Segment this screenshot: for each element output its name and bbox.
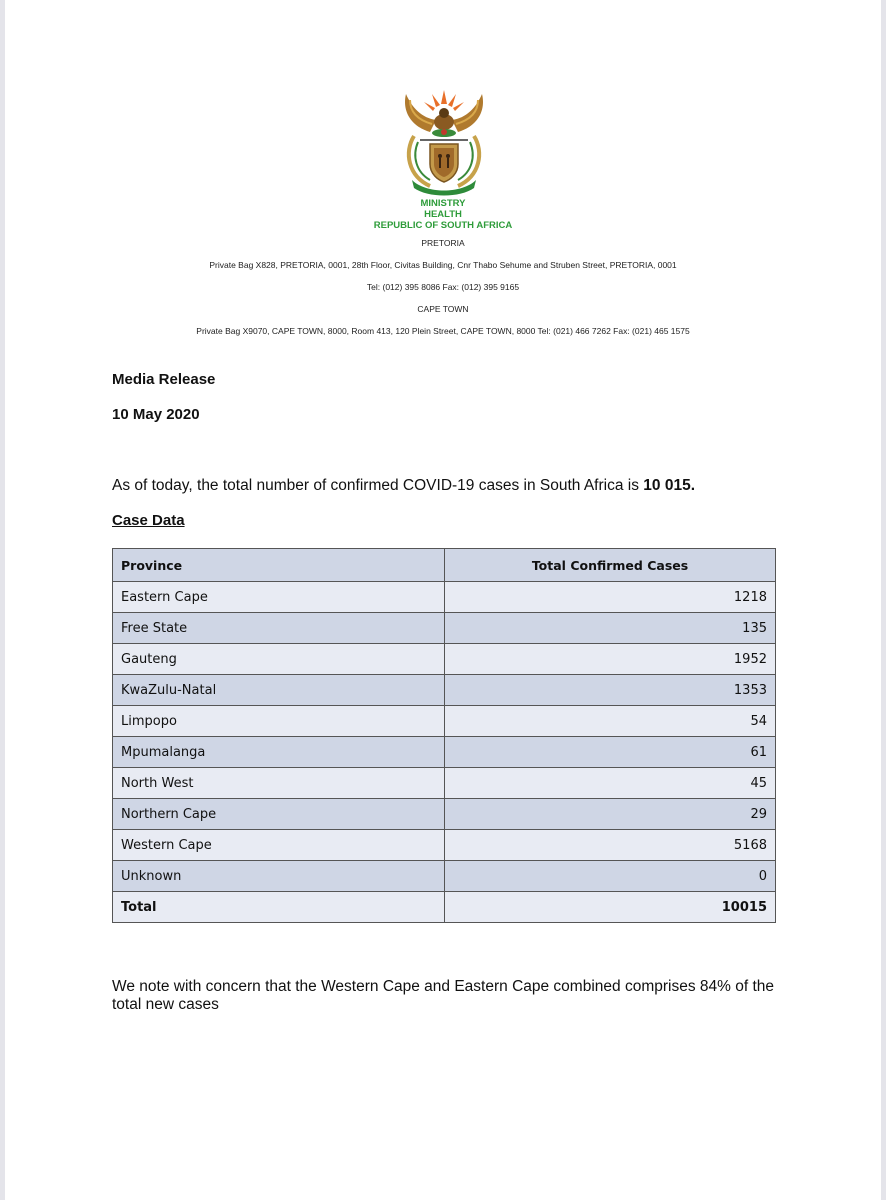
- table-row: [113, 768, 776, 799]
- capetown-address: Private Bag X9070, CAPE TOWN, 8000, Room 413, 120 Plein Street, CAPE TOWN, 8000 Tel: (021) 466 7262 Fax: (021) 465 1575: [196, 326, 690, 336]
- pretoria-contact: Tel: (012) 395 8086 Fax: (012) 395 9165: [366, 282, 520, 292]
- table-row: [113, 582, 776, 613]
- closing-paragraph: We note with concern that the Western Cape and Eastern Cape combined comprises 84% of the total new cases: [112, 978, 774, 1013]
- case-data-title: Case Data: [112, 512, 185, 529]
- intro-total: 10 015.: [643, 477, 695, 494]
- cases-cell: 61: [445, 737, 776, 768]
- cases-cell: 1353: [445, 675, 776, 706]
- table-row: [113, 830, 776, 861]
- table-row: [113, 613, 776, 644]
- province-cell: Western Cape: [113, 830, 445, 861]
- province-cell: Unknown: [113, 861, 445, 892]
- province-cell: Eastern Cape: [113, 582, 445, 613]
- total-label-cell: Total: [113, 892, 445, 923]
- cases-cell: 135: [445, 613, 776, 644]
- table-total-row: [113, 892, 776, 923]
- release-date: 10 May 2020: [112, 406, 200, 423]
- province-cell: KwaZulu-Natal: [113, 675, 445, 706]
- cases-cell: 5168: [445, 830, 776, 861]
- cases-cell: 29: [445, 799, 776, 830]
- province-cell: Limpopo: [113, 706, 445, 737]
- ministry-line-2: HEALTH: [424, 209, 462, 220]
- cases-cell: 1218: [445, 582, 776, 613]
- release-title: Media Release: [112, 371, 216, 388]
- case-data-table: [112, 548, 776, 923]
- table-row: [113, 675, 776, 706]
- capetown-label: CAPE TOWN: [417, 304, 469, 314]
- table-row: [113, 799, 776, 830]
- ministry-line-1: MINISTRY: [420, 198, 466, 209]
- cases-cell: 54: [445, 706, 776, 737]
- page-edge-right: [881, 0, 886, 1200]
- ministry-name: [0, 198, 886, 231]
- intro-text: As of today, the total number of confirmed COVID-19 cases in South Africa is: [112, 477, 644, 494]
- header-province: Province: [113, 549, 445, 582]
- header-cases: Total Confirmed Cases: [445, 549, 776, 582]
- province-cell: North West: [113, 768, 445, 799]
- table-row: [113, 861, 776, 892]
- total-cases-cell: 10015: [445, 892, 776, 923]
- cases-cell: 0: [445, 861, 776, 892]
- table-row: [113, 644, 776, 675]
- cases-cell: 1952: [445, 644, 776, 675]
- coat-of-arms-icon: [400, 86, 488, 196]
- intro-paragraph: [112, 477, 695, 495]
- table-header-row: [113, 549, 776, 582]
- province-cell: Free State: [113, 613, 445, 644]
- pretoria-label: PRETORIA: [421, 238, 465, 248]
- province-cell: Northern Cape: [113, 799, 445, 830]
- province-cell: Mpumalanga: [113, 737, 445, 768]
- pretoria-address: Private Bag X828, PRETORIA, 0001, 28th Floor, Civitas Building, Cnr Thabo Sehume and Struben Street, PRETORIA, 0001: [209, 260, 677, 270]
- table-row: [113, 706, 776, 737]
- province-cell: Gauteng: [113, 644, 445, 675]
- ministry-line-3: REPUBLIC OF SOUTH AFRICA: [373, 220, 513, 231]
- table-row: [113, 737, 776, 768]
- cases-cell: 45: [445, 768, 776, 799]
